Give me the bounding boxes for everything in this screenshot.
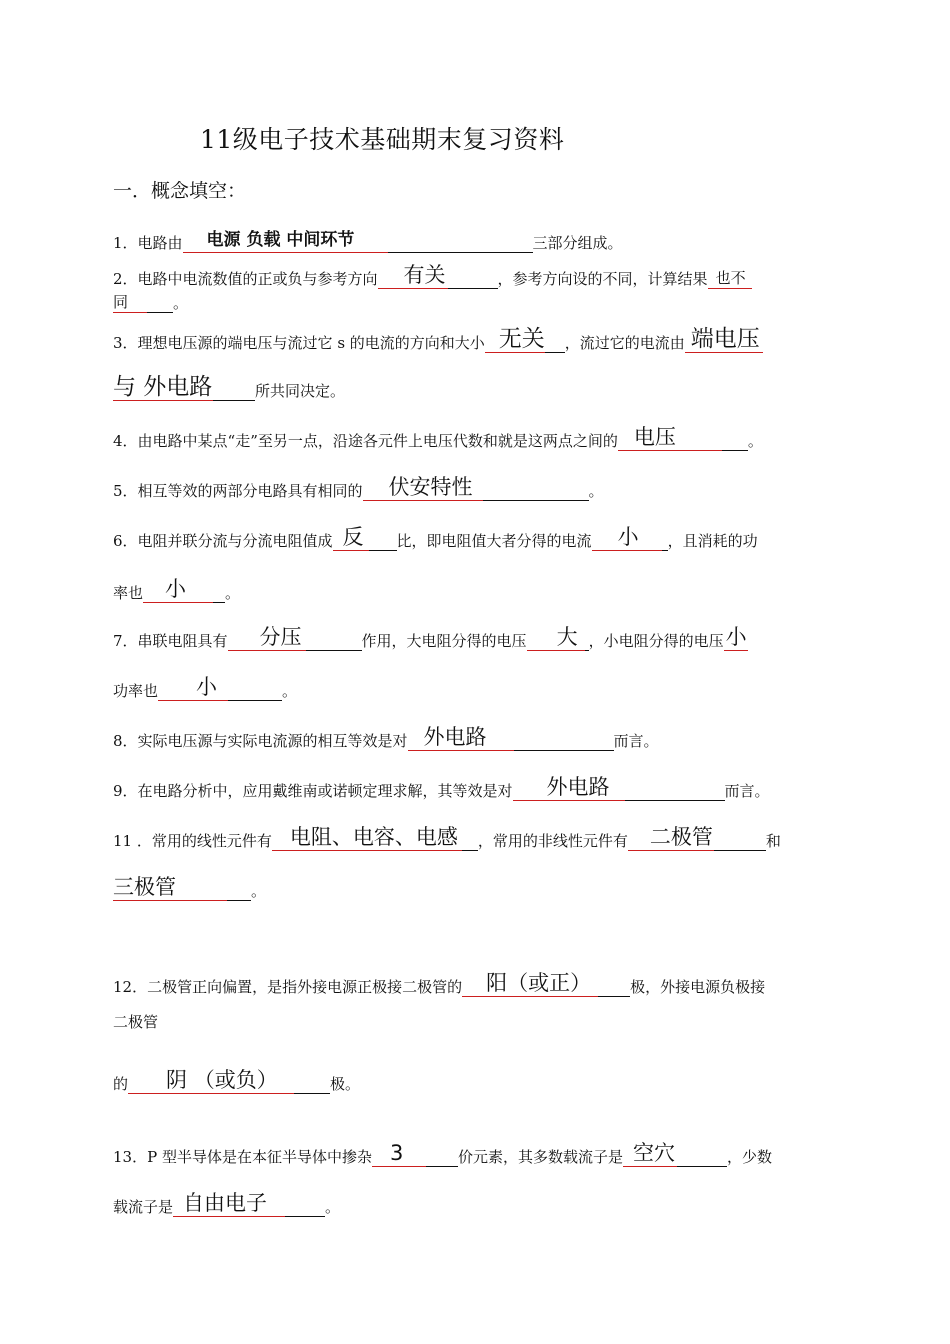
q3-blank-1 xyxy=(485,326,565,353)
q12-text-c: 二极管 xyxy=(113,1013,159,1031)
question-2 xyxy=(113,263,752,289)
question-7-cont xyxy=(113,675,298,701)
q7-answer-2: 大 xyxy=(556,625,578,649)
q9-answer: 外电路 xyxy=(546,775,610,799)
q5-text-a: 5．相互等效的两部分电路具有相同的 xyxy=(113,482,363,500)
q6-answer-3: 小 xyxy=(165,577,187,601)
q7-answer-4: 小 xyxy=(196,675,218,699)
q4-answer: 电压 xyxy=(633,425,676,449)
q7-answer-3: 小 xyxy=(725,625,747,649)
q6-blank-1 xyxy=(333,525,397,551)
q13-text-e: 。 xyxy=(325,1198,341,1216)
q3-text-c: 所共同决定。 xyxy=(255,382,346,400)
question-9 xyxy=(113,775,770,801)
question-6-cont xyxy=(113,577,241,603)
question-12-cont-2 xyxy=(113,1068,361,1094)
q3-text-b: ，流过它的电流由 xyxy=(564,334,685,352)
question-4 xyxy=(113,425,763,451)
q1-text-b: 三部分组成。 xyxy=(532,234,623,252)
q7-answer-1: 分压 xyxy=(259,625,302,649)
q12-text-b: 极，外接电源负极接 xyxy=(630,978,766,996)
q13-answer-2: 空穴 xyxy=(632,1141,675,1165)
q7-blank-4 xyxy=(158,675,282,701)
q1-blank xyxy=(183,232,533,253)
question-8 xyxy=(113,725,659,751)
q12-text-e: 极。 xyxy=(330,1075,361,1093)
q9-blank xyxy=(513,775,725,801)
q12-blank-1 xyxy=(462,971,630,997)
q8-text-a: 8．实际电压源与实际电流源的相互等效是对 xyxy=(113,732,408,750)
section-heading: 一．概念填空： xyxy=(113,180,247,202)
q3-answer-1: 无关 xyxy=(498,326,545,352)
q2-text-a: 2．电路中电流数值的正或负与参考方向 xyxy=(113,270,378,288)
q7-text-d: 功率也 xyxy=(113,682,159,700)
q6-answer-1: 反 xyxy=(342,525,364,549)
question-13 xyxy=(113,1141,772,1167)
q3-blank-2 xyxy=(685,326,763,353)
q2-answer-2b: 同 xyxy=(113,293,129,311)
q13-blank-3 xyxy=(173,1191,325,1217)
q2-text-c: 。 xyxy=(173,294,189,312)
q12-answer-2: 阴 （或负） xyxy=(166,1068,278,1092)
q13-text-b: 价元素，其多数载流子是 xyxy=(457,1148,623,1166)
q6-answer-2: 小 xyxy=(617,525,639,549)
q3-text-a: 3．理想电压源的端电压与流过它 s 的电流的方向和大小 xyxy=(113,334,485,352)
question-1 xyxy=(113,232,623,253)
q12-answer-1: 阳（或正） xyxy=(486,971,592,995)
q6-text-b: 比，即电阻值大者分得的电流 xyxy=(396,532,592,550)
q2-blank-2b xyxy=(113,292,173,313)
q13-text-c: ，少数 xyxy=(726,1148,772,1166)
q12-text-a: 12．二极管正向偏置，是指外接电源正极接二极管的 xyxy=(113,978,463,996)
q12-text-d: 的 xyxy=(113,1075,129,1093)
question-3 xyxy=(113,326,763,353)
q2-answer-2a: 也不 xyxy=(715,269,746,287)
q3-blank-3 xyxy=(113,374,255,401)
q8-blank xyxy=(408,725,614,751)
q2-blank-1 xyxy=(378,263,498,289)
q11-text-d: 。 xyxy=(251,882,267,900)
question-2-cont xyxy=(113,292,188,313)
q5-blank xyxy=(363,475,589,501)
q11-text-b: ，常用的非线性元件有 xyxy=(477,832,628,850)
q2-answer-1: 有关 xyxy=(403,263,446,287)
q1-text-a: 1．电路由 xyxy=(113,234,183,252)
q5-text-b: 。 xyxy=(588,482,604,500)
q7-blank-2 xyxy=(527,625,589,651)
q11-text-c: 和 xyxy=(765,832,781,850)
q4-text-a: 4．由电路中某点“走”至另一点，沿途各元件上电压代数和就是这两点之间的 xyxy=(113,432,618,450)
q13-blank-2 xyxy=(623,1141,727,1167)
q1-answer: 电源 负载 中间环节 xyxy=(206,230,355,250)
q5-answer: 伏安特性 xyxy=(388,475,473,499)
q11-answer-2: 二极管 xyxy=(649,825,713,849)
q7-text-e: 。 xyxy=(282,682,298,700)
q6-text-a: 6．电阻并联分流与分流电阻值成 xyxy=(113,532,333,550)
q2-text-b: ，参考方向设的不同，计算结果 xyxy=(497,270,708,288)
q13-answer-1: 3 xyxy=(389,1141,404,1165)
question-6 xyxy=(113,525,758,551)
q13-blank-1 xyxy=(372,1141,458,1167)
q11-text-a: 11 ．常用的线性元件有 xyxy=(113,832,272,850)
q4-blank xyxy=(618,425,748,451)
q13-text-d: 载流子是 xyxy=(113,1198,174,1216)
q7-text-b: 作用，大电阻分得的电压 xyxy=(361,632,527,650)
q3-answer-2a: 端电压 xyxy=(690,326,760,352)
q11-blank-3 xyxy=(113,875,251,901)
question-11 xyxy=(113,825,781,851)
question-3-cont xyxy=(113,374,346,401)
question-5 xyxy=(113,475,604,501)
page-title: 11级电子技术基础期末复习资料 xyxy=(200,125,565,154)
question-7 xyxy=(113,625,748,651)
q7-text-c: ，小电阻分得的电压 xyxy=(588,632,724,650)
q13-answer-3: 自由电子 xyxy=(183,1191,268,1215)
q6-text-c: ，且消耗的功 xyxy=(667,532,758,550)
q11-answer-1: 电阻、电容、电感 xyxy=(289,825,458,849)
q8-answer: 外电路 xyxy=(423,725,487,749)
q12-blank-2 xyxy=(128,1068,330,1094)
q11-blank-2 xyxy=(628,825,766,851)
q7-text-a: 7．串联电阻具有 xyxy=(113,632,228,650)
q7-blank-1 xyxy=(228,625,362,651)
q7-blank-3 xyxy=(724,625,748,651)
question-12-cont xyxy=(113,1012,158,1032)
q11-answer-3: 三极管 xyxy=(113,875,176,899)
q9-text-b: 而言。 xyxy=(724,782,770,800)
q4-text-b: 。 xyxy=(747,432,763,450)
question-12 xyxy=(113,971,766,997)
q8-text-b: 而言。 xyxy=(613,732,659,750)
q6-blank-3 xyxy=(143,577,225,603)
q3-answer-2b: 与 外电路 xyxy=(113,374,213,400)
q6-text-e: 。 xyxy=(225,584,241,602)
q11-blank-1 xyxy=(272,825,478,851)
q6-text-d: 率也 xyxy=(113,584,144,602)
q2-blank-2a xyxy=(708,268,752,289)
q6-blank-2 xyxy=(592,525,668,551)
question-13-cont xyxy=(113,1191,341,1217)
q13-text-a: 13．P 型半导体是在本征半导体中掺杂 xyxy=(113,1148,372,1166)
q9-text-a: 9．在电路分析中，应用戴维南或诺顿定理求解，其等效是对 xyxy=(113,782,513,800)
question-11-cont xyxy=(113,875,267,901)
